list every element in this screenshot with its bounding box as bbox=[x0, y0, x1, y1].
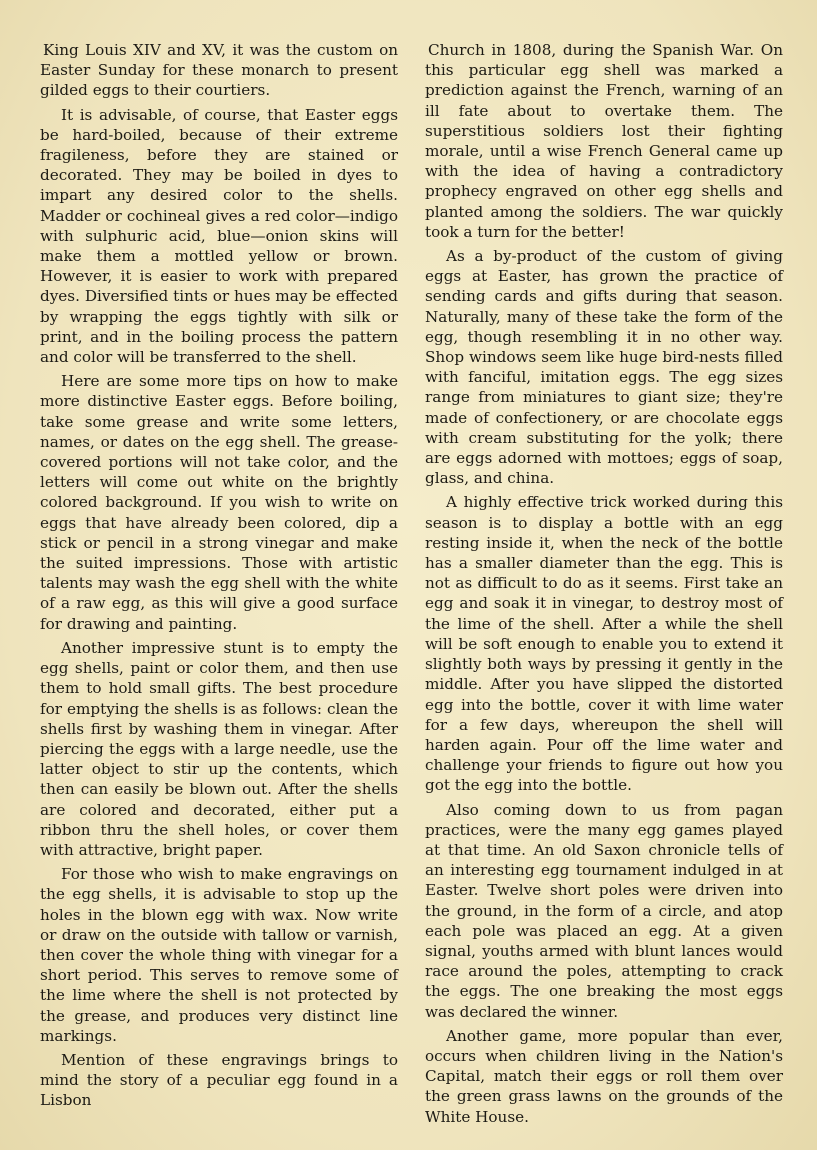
paragraph: As a by-product of the custom of giving eggs at Easter, has grown the practice of sending cards and gifts during that season. Naturally, many of these take the form of the egg, though resembling it in no other way. Shop windows seem like huge bird-nests filled with fanciful, imitation eggs. The egg sizes range from miniatures to giant size; they're made of confectionery, or are chocolate eggs with cream substituting for the yolk; there are eggs adorned with mottoes; eggs of soap, glass, and china. bbox=[425, 247, 783, 488]
paragraph: Mention of these engravings brings to mind the story of a peculiar egg found in a Lisbon bbox=[40, 1050, 398, 1110]
paragraph: Also coming down to us from pagan practices, were the many egg games played at that time. An old Saxon chronicle tells of an interesting egg tournament indulged in at Easter. Twelve short poles were driven into the ground, in the form of a circle, and atop each pole was placed an egg. At a given signal, youths armed with blunt lances would race around the poles, attempting to crack the eggs. The one breaking the most eggs was declared the winner. bbox=[425, 800, 783, 1021]
paragraph: For those who wish to make engravings on the egg shells, it is advisable to stop up the holes in the blown egg with wax. Now write or draw on the outside with tallow or varnish, then cover the whole thing with vinegar for a short period. This serves to remove some of the lime where the shell is not protected by the grease, and produces very distinct line markings. bbox=[40, 865, 398, 1045]
paragraph: It is advisable, of course, that Easter eggs be hard-boiled, because of their extreme fragileness, before they are stained or decorated. They may be boiled in dyes to impart any desired color to the shells. Madder or cochineal gives a red color—indigo with sulphuric acid, blue—onion skins will make them a mottled yellow or brown. However, it is easier to work with prepared dyes. Diversified tints or hues may be effected by wrapping the eggs tightly with silk or print, and in the boiling process the pattern and color will be transferred to the shell. bbox=[40, 105, 398, 367]
paragraph: Another game, more popular than ever, occurs when children living in the Nation's Capital, match their eggs or roll them over the green grass lawns on the grounds of the White House. bbox=[425, 1026, 783, 1126]
paragraph: A highly effective trick worked during this season is to display a bottle with an egg resting inside it, when the neck of the bottle has a smaller diameter than the egg. This is not as difficult to do as it seems. First take an egg and soak it in vinegar, to destroy most of the lime of the shell. After a while the shell will be soft enough to enable you to extend it slightly both ways by pressing it gently in the middle. After you have slipped the distorted egg into the bottle, cover it with lime water for a few days, whereupon the shell will harden again. Pour off the lime water and challenge your friends to figure out how you got the egg into the bottle. bbox=[425, 493, 783, 795]
paragraph: Here are some more tips on how to make more distinctive Easter eggs. Before boiling, take some grease and write some letters, names, or dates on the egg shell. The grease-covered portions will not take color, and the letters will come out white on the brightly colored background. If you wish to write on eggs that have already been colored, dip a stick or pencil in a strong vinegar and make the suited impressions. Those with artistic talents may wash the egg shell with the white of a raw egg, as this will give a good surface for drawing and painting. bbox=[40, 372, 398, 633]
right-column bbox=[425, 40, 783, 1131]
paragraph: Another impressive stunt is to empty the egg shells, paint or color them, and then use them to hold small gifts. The best procedure for emptying the shells is as follows: clean the shells first by washing them in vinegar. After piercing the eggs with a large needle, use the latter object to stir up the contents, which then can easily be blown out. After the shells are colored and decorated, either put a ribbon thru the shell holes, or cover them with attractive, bright paper. bbox=[40, 638, 398, 859]
paragraph: King Louis XIV and XV, it was the custom on Easter Sunday for these monarch to present gilded eggs to their courtiers. bbox=[40, 41, 398, 100]
paragraph: Church in 1808, during the Spanish War. On this particular egg shell was marked a prediction against the French, warning of an ill fate about to overtake them. The superstitious soldiers lost their fighting morale, until a wise French General came up with the idea of having a contradictory prophecy engraved on other egg shells and planted among the soldiers. The war quickly took a turn for the better! bbox=[425, 41, 783, 241]
left-column bbox=[40, 40, 398, 1115]
